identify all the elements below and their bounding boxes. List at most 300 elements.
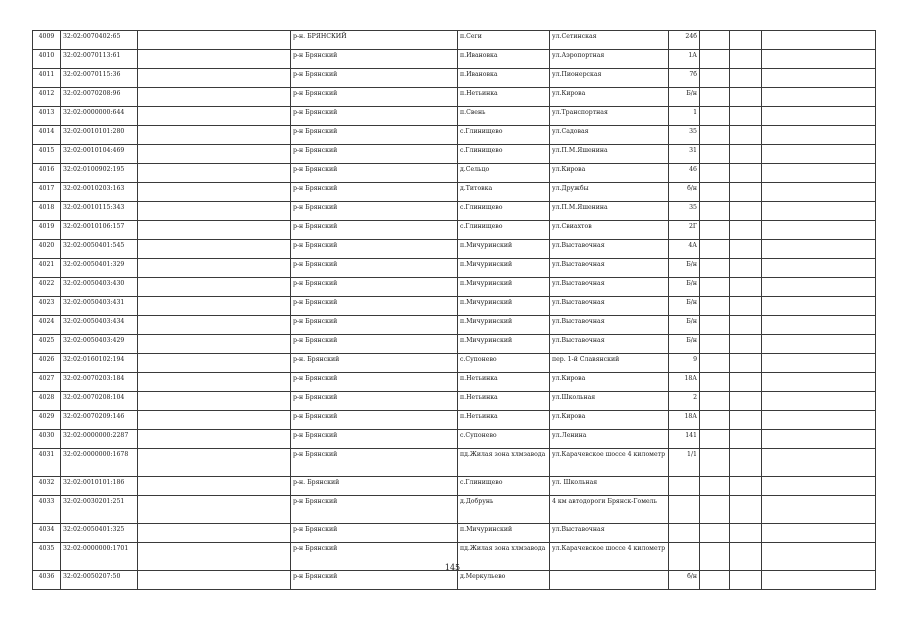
row-number-cell: 4015 — [33, 145, 61, 164]
street-cell: ул.Сетинская — [550, 31, 669, 50]
locality-cell: п.Нетьинка — [458, 373, 550, 392]
locality-cell: п.Нетьинка — [458, 88, 550, 107]
district-cell: р-н Брянский — [291, 50, 458, 69]
empty-cell — [138, 240, 291, 259]
empty-cell — [730, 524, 762, 543]
locality-cell: с.Супонево — [458, 430, 550, 449]
empty-cell — [730, 221, 762, 240]
row-number-cell: 4016 — [33, 164, 61, 183]
district-cell: р-н Брянский — [291, 221, 458, 240]
street-cell: 4 км автодороги Брянск-Гомель — [550, 496, 669, 524]
row-number-cell: 4011 — [33, 69, 61, 88]
empty-cell — [138, 354, 291, 373]
street-cell: ул. Школьная — [550, 477, 669, 496]
registry-body — [33, 31, 876, 590]
empty-cell — [730, 430, 762, 449]
table-row — [33, 50, 876, 69]
empty-cell — [138, 449, 291, 477]
table-row — [33, 126, 876, 145]
table-row — [33, 202, 876, 221]
row-number-cell: 4026 — [33, 354, 61, 373]
empty-cell — [730, 297, 762, 316]
table-row — [33, 354, 876, 373]
cadastral-number-cell: 32:02:0010203:163 — [61, 183, 138, 202]
table-row — [33, 449, 876, 477]
cadastral-number-cell: 32:02:0000000:1678 — [61, 449, 138, 477]
empty-cell — [138, 411, 291, 430]
locality-cell: пд.Жилая зона хлмзавода — [458, 449, 550, 477]
row-number-cell: 4031 — [33, 449, 61, 477]
empty-cell — [730, 202, 762, 221]
empty-cell — [138, 88, 291, 107]
empty-cell — [762, 164, 876, 183]
empty-cell — [762, 50, 876, 69]
row-number-cell: 4023 — [33, 297, 61, 316]
empty-cell — [730, 392, 762, 411]
empty-cell — [730, 496, 762, 524]
cadastral-number-cell: 32:02:0070203:184 — [61, 373, 138, 392]
row-number-cell: 4034 — [33, 524, 61, 543]
house-number-cell: 35 — [669, 202, 700, 221]
district-cell: р-н. Брянский — [291, 477, 458, 496]
empty-cell — [762, 31, 876, 50]
locality-cell: п.Нетьинка — [458, 392, 550, 411]
empty-cell — [138, 430, 291, 449]
row-number-cell: 4025 — [33, 335, 61, 354]
table-row — [33, 496, 876, 524]
cadastral-number-cell: 32:02:0010101:186 — [61, 477, 138, 496]
row-number-cell: 4024 — [33, 316, 61, 335]
row-number-cell: 4021 — [33, 259, 61, 278]
empty-cell — [700, 259, 730, 278]
table-row — [33, 278, 876, 297]
empty-cell — [730, 31, 762, 50]
empty-cell — [762, 571, 876, 590]
empty-cell — [138, 316, 291, 335]
empty-cell — [700, 571, 730, 590]
empty-cell — [730, 571, 762, 590]
house-number-cell: 35 — [669, 126, 700, 145]
house-number-cell: 24б — [669, 31, 700, 50]
house-number-cell: Б/н — [669, 88, 700, 107]
district-cell: р-н Брянский — [291, 164, 458, 183]
table-row — [33, 240, 876, 259]
cadastral-number-cell: 32:02:0010104:469 — [61, 145, 138, 164]
house-number-cell: 2Г — [669, 221, 700, 240]
empty-cell — [730, 88, 762, 107]
table-row — [33, 571, 876, 590]
house-number-cell: Б/н — [669, 335, 700, 354]
empty-cell — [700, 411, 730, 430]
street-cell: ул.П.М.Яшенина — [550, 145, 669, 164]
empty-cell — [138, 164, 291, 183]
house-number-cell: 1А — [669, 50, 700, 69]
empty-cell — [730, 411, 762, 430]
empty-cell — [762, 316, 876, 335]
row-number-cell: 4013 — [33, 107, 61, 126]
empty-cell — [138, 335, 291, 354]
empty-cell — [700, 202, 730, 221]
row-number-cell: 4029 — [33, 411, 61, 430]
row-number-cell: 4028 — [33, 392, 61, 411]
empty-cell — [700, 240, 730, 259]
street-cell: ул.Выставочная — [550, 240, 669, 259]
street-cell: ул.Дружбы — [550, 183, 669, 202]
street-cell: ул.Выставочная — [550, 335, 669, 354]
empty-cell — [762, 354, 876, 373]
empty-cell — [700, 145, 730, 164]
empty-cell — [138, 221, 291, 240]
empty-cell — [730, 126, 762, 145]
empty-cell — [762, 126, 876, 145]
cadastral-number-cell: 32:02:0070208:104 — [61, 392, 138, 411]
empty-cell — [700, 183, 730, 202]
empty-cell — [700, 50, 730, 69]
table-row — [33, 259, 876, 278]
district-cell: р-н Брянский — [291, 430, 458, 449]
empty-cell — [700, 477, 730, 496]
street-cell: ул.Выставочная — [550, 297, 669, 316]
row-number-cell: 4017 — [33, 183, 61, 202]
empty-cell — [730, 107, 762, 126]
street-cell: ул.Карачевское шоссе 4 километр — [550, 543, 669, 571]
empty-cell — [762, 411, 876, 430]
empty-cell — [700, 316, 730, 335]
locality-cell: д.Титовка — [458, 183, 550, 202]
empty-cell — [730, 164, 762, 183]
street-cell: ул.Кирова — [550, 373, 669, 392]
table-row — [33, 183, 876, 202]
empty-cell — [762, 278, 876, 297]
empty-cell — [730, 373, 762, 392]
row-number-cell: 4010 — [33, 50, 61, 69]
house-number-cell: 46 — [669, 164, 700, 183]
house-number-cell: 18А — [669, 373, 700, 392]
house-number-cell: Б/н — [669, 278, 700, 297]
empty-cell — [730, 240, 762, 259]
cadastral-number-cell: 32:02:0070209:146 — [61, 411, 138, 430]
cadastral-number-cell: 32:02:0010115:343 — [61, 202, 138, 221]
empty-cell — [730, 183, 762, 202]
locality-cell: п.Мичуринский — [458, 297, 550, 316]
district-cell: р-н Брянский — [291, 543, 458, 571]
empty-cell — [138, 524, 291, 543]
empty-cell — [700, 373, 730, 392]
house-number-cell: б/н — [669, 571, 700, 590]
locality-cell: с.Глинищево — [458, 145, 550, 164]
table-row — [33, 107, 876, 126]
street-cell: ул.Кирова — [550, 164, 669, 183]
empty-cell — [138, 259, 291, 278]
empty-cell — [730, 449, 762, 477]
district-cell: р-н Брянский — [291, 145, 458, 164]
empty-cell — [700, 335, 730, 354]
row-number-cell: 4030 — [33, 430, 61, 449]
empty-cell — [138, 373, 291, 392]
empty-cell — [138, 145, 291, 164]
locality-cell: д.Меркульево — [458, 571, 550, 590]
locality-cell: п.Сеги — [458, 31, 550, 50]
house-number-cell: б/н — [669, 183, 700, 202]
district-cell: р-н Брянский — [291, 571, 458, 590]
empty-cell — [730, 259, 762, 278]
cadastral-number-cell: 32:02:0070113:61 — [61, 50, 138, 69]
table-row — [33, 316, 876, 335]
locality-cell: пд.Жилая зона хлмзавода — [458, 543, 550, 571]
table-row — [33, 392, 876, 411]
locality-cell: п.Ивановка — [458, 69, 550, 88]
empty-cell — [138, 107, 291, 126]
street-cell: ул.Выставочная — [550, 259, 669, 278]
table-row — [33, 477, 876, 496]
empty-cell — [700, 430, 730, 449]
table-row — [33, 31, 876, 50]
empty-cell — [138, 126, 291, 145]
empty-cell — [730, 316, 762, 335]
district-cell: р-н Брянский — [291, 524, 458, 543]
empty-cell — [700, 69, 730, 88]
empty-cell — [700, 392, 730, 411]
street-cell: пер. 1-й Славянский — [550, 354, 669, 373]
district-cell: р-н Брянский — [291, 392, 458, 411]
empty-cell — [700, 278, 730, 297]
district-cell: р-н Брянский — [291, 411, 458, 430]
table-row — [33, 88, 876, 107]
empty-cell — [138, 496, 291, 524]
locality-cell: с.Глинищево — [458, 221, 550, 240]
row-number-cell: 4036 — [33, 571, 61, 590]
district-cell: р-н Брянский — [291, 278, 458, 297]
district-cell: р-н Брянский — [291, 373, 458, 392]
empty-cell — [762, 145, 876, 164]
locality-cell: п.Ивановка — [458, 50, 550, 69]
cadastral-number-cell: 32:02:0050207:50 — [61, 571, 138, 590]
house-number-cell: Б/н — [669, 297, 700, 316]
cadastral-number-cell: 32:02:0030201:251 — [61, 496, 138, 524]
empty-cell — [762, 221, 876, 240]
house-number-cell — [669, 524, 700, 543]
empty-cell — [138, 297, 291, 316]
empty-cell — [138, 477, 291, 496]
street-cell: ул.Выставочная — [550, 524, 669, 543]
district-cell: р-н Брянский — [291, 107, 458, 126]
street-cell: ул.Садовая — [550, 126, 669, 145]
locality-cell: п.Мичуринский — [458, 524, 550, 543]
district-cell: р-н. Брянский — [291, 354, 458, 373]
house-number-cell: 9 — [669, 354, 700, 373]
row-number-cell: 4014 — [33, 126, 61, 145]
house-number-cell: Б/н — [669, 316, 700, 335]
empty-cell — [700, 31, 730, 50]
row-number-cell: 4033 — [33, 496, 61, 524]
row-number-cell: 4018 — [33, 202, 61, 221]
street-cell: ул.Кирова — [550, 411, 669, 430]
street-cell: ул.Выставочная — [550, 278, 669, 297]
locality-cell: п.Мичуринский — [458, 316, 550, 335]
district-cell: р-н Брянский — [291, 126, 458, 145]
house-number-cell: 1 — [669, 107, 700, 126]
empty-cell — [762, 335, 876, 354]
district-cell: р-н. БРЯНСКИЙ — [291, 31, 458, 50]
house-number-cell: 141 — [669, 430, 700, 449]
cadastral-number-cell: 32:02:0050401:545 — [61, 240, 138, 259]
empty-cell — [138, 50, 291, 69]
street-cell: ул.Свиахтов — [550, 221, 669, 240]
empty-cell — [762, 392, 876, 411]
empty-cell — [700, 524, 730, 543]
district-cell: р-н Брянский — [291, 88, 458, 107]
table-row — [33, 145, 876, 164]
cadastral-number-cell: 32:02:0010106:157 — [61, 221, 138, 240]
empty-cell — [730, 278, 762, 297]
street-cell: ул.Пионерская — [550, 69, 669, 88]
street-cell: ул.Транспортная — [550, 107, 669, 126]
street-cell: ул.П.М.Яшенина — [550, 202, 669, 221]
district-cell: р-н Брянский — [291, 297, 458, 316]
empty-cell — [700, 107, 730, 126]
empty-cell — [762, 259, 876, 278]
cadastral-number-cell: 32:02:0100902:195 — [61, 164, 138, 183]
locality-cell: с.Глинищево — [458, 126, 550, 145]
table-row — [33, 411, 876, 430]
cadastral-number-cell: 32:02:0050403:430 — [61, 278, 138, 297]
house-number-cell: Б/н — [669, 259, 700, 278]
house-number-cell — [669, 477, 700, 496]
district-cell: р-н Брянский — [291, 496, 458, 524]
empty-cell — [138, 202, 291, 221]
empty-cell — [138, 183, 291, 202]
empty-cell — [762, 373, 876, 392]
locality-cell: п.Мичуринский — [458, 335, 550, 354]
empty-cell — [138, 392, 291, 411]
locality-cell: п.Мичуринский — [458, 278, 550, 297]
empty-cell — [700, 297, 730, 316]
locality-cell: д.Добрунь — [458, 496, 550, 524]
empty-cell — [762, 430, 876, 449]
empty-cell — [730, 50, 762, 69]
empty-cell — [138, 69, 291, 88]
empty-cell — [138, 571, 291, 590]
cadastral-number-cell: 32:02:0070115:36 — [61, 69, 138, 88]
table-row — [33, 524, 876, 543]
empty-cell — [700, 449, 730, 477]
empty-cell — [762, 202, 876, 221]
table-row — [33, 221, 876, 240]
district-cell: р-н Брянский — [291, 316, 458, 335]
cadastral-number-cell: 32:02:0050403:429 — [61, 335, 138, 354]
house-number-cell — [669, 496, 700, 524]
empty-cell — [138, 278, 291, 297]
row-number-cell: 4032 — [33, 477, 61, 496]
table-row — [33, 430, 876, 449]
empty-cell — [762, 496, 876, 524]
empty-cell — [762, 183, 876, 202]
street-cell: ул.Аэропортная — [550, 50, 669, 69]
cadastral-number-cell: 32:02:0050401:329 — [61, 259, 138, 278]
locality-cell: п.Мичуринский — [458, 259, 550, 278]
cadastral-number-cell: 32:02:0050403:434 — [61, 316, 138, 335]
district-cell: р-н Брянский — [291, 259, 458, 278]
locality-cell: п.Свень — [458, 107, 550, 126]
empty-cell — [730, 354, 762, 373]
street-cell: ул.Школьная — [550, 392, 669, 411]
district-cell: р-н Брянский — [291, 240, 458, 259]
page-number: 145 — [444, 563, 461, 572]
empty-cell — [762, 297, 876, 316]
house-number-cell: 1/1 — [669, 449, 700, 477]
locality-cell: п.Мичуринский — [458, 240, 550, 259]
empty-cell — [700, 164, 730, 183]
empty-cell — [700, 126, 730, 145]
empty-cell — [762, 69, 876, 88]
row-number-cell: 4035 — [33, 543, 61, 571]
empty-cell — [762, 107, 876, 126]
empty-cell — [138, 31, 291, 50]
locality-cell: с.Супонево — [458, 354, 550, 373]
cadastral-number-cell: 32:02:0070208:96 — [61, 88, 138, 107]
cadastral-number-cell: 32:02:0000000:2287 — [61, 430, 138, 449]
house-number-cell: 4А — [669, 240, 700, 259]
table-row — [33, 335, 876, 354]
street-cell: ул.Выставочная — [550, 316, 669, 335]
empty-cell — [730, 69, 762, 88]
house-number-cell: 18А — [669, 411, 700, 430]
empty-cell — [730, 335, 762, 354]
cadastral-number-cell: 32:02:0000000:644 — [61, 107, 138, 126]
empty-cell — [762, 449, 876, 477]
row-number-cell: 4012 — [33, 88, 61, 107]
district-cell: р-н Брянский — [291, 335, 458, 354]
empty-cell — [700, 221, 730, 240]
house-number-cell: 7б — [669, 69, 700, 88]
property-registry-table — [32, 30, 876, 590]
cadastral-number-cell: 32:02:0010101:280 — [61, 126, 138, 145]
house-number-cell: 2 — [669, 392, 700, 411]
empty-cell — [730, 145, 762, 164]
empty-cell — [700, 354, 730, 373]
table-row — [33, 69, 876, 88]
empty-cell — [762, 477, 876, 496]
cadastral-number-cell: 32:02:0160102:194 — [61, 354, 138, 373]
street-cell: ул.Ленина — [550, 430, 669, 449]
street-cell: ул.Карачевское шоссе 4 километр — [550, 449, 669, 477]
cadastral-number-cell: 32:02:0050403:431 — [61, 297, 138, 316]
row-number-cell: 4027 — [33, 373, 61, 392]
district-cell: р-н Брянский — [291, 183, 458, 202]
cadastral-number-cell: 32:02:0070402:65 — [61, 31, 138, 50]
empty-cell — [762, 240, 876, 259]
empty-cell — [762, 88, 876, 107]
row-number-cell: 4019 — [33, 221, 61, 240]
cadastral-number-cell: 32:02:0000000:1701 — [61, 543, 138, 571]
district-cell: р-н Брянский — [291, 69, 458, 88]
table-row — [33, 297, 876, 316]
cadastral-number-cell: 32:02:0050401:325 — [61, 524, 138, 543]
street-cell: ул.Кирова — [550, 88, 669, 107]
row-number-cell: 4020 — [33, 240, 61, 259]
empty-cell — [700, 88, 730, 107]
row-number-cell: 4009 — [33, 31, 61, 50]
locality-cell: с.Глинищево — [458, 202, 550, 221]
district-cell: р-н Брянский — [291, 202, 458, 221]
empty-cell — [700, 496, 730, 524]
house-number-cell: 31 — [669, 145, 700, 164]
district-cell: р-н Брянский — [291, 449, 458, 477]
empty-cell — [730, 477, 762, 496]
locality-cell: д.Сельцо — [458, 164, 550, 183]
table-row — [33, 164, 876, 183]
empty-cell — [762, 524, 876, 543]
